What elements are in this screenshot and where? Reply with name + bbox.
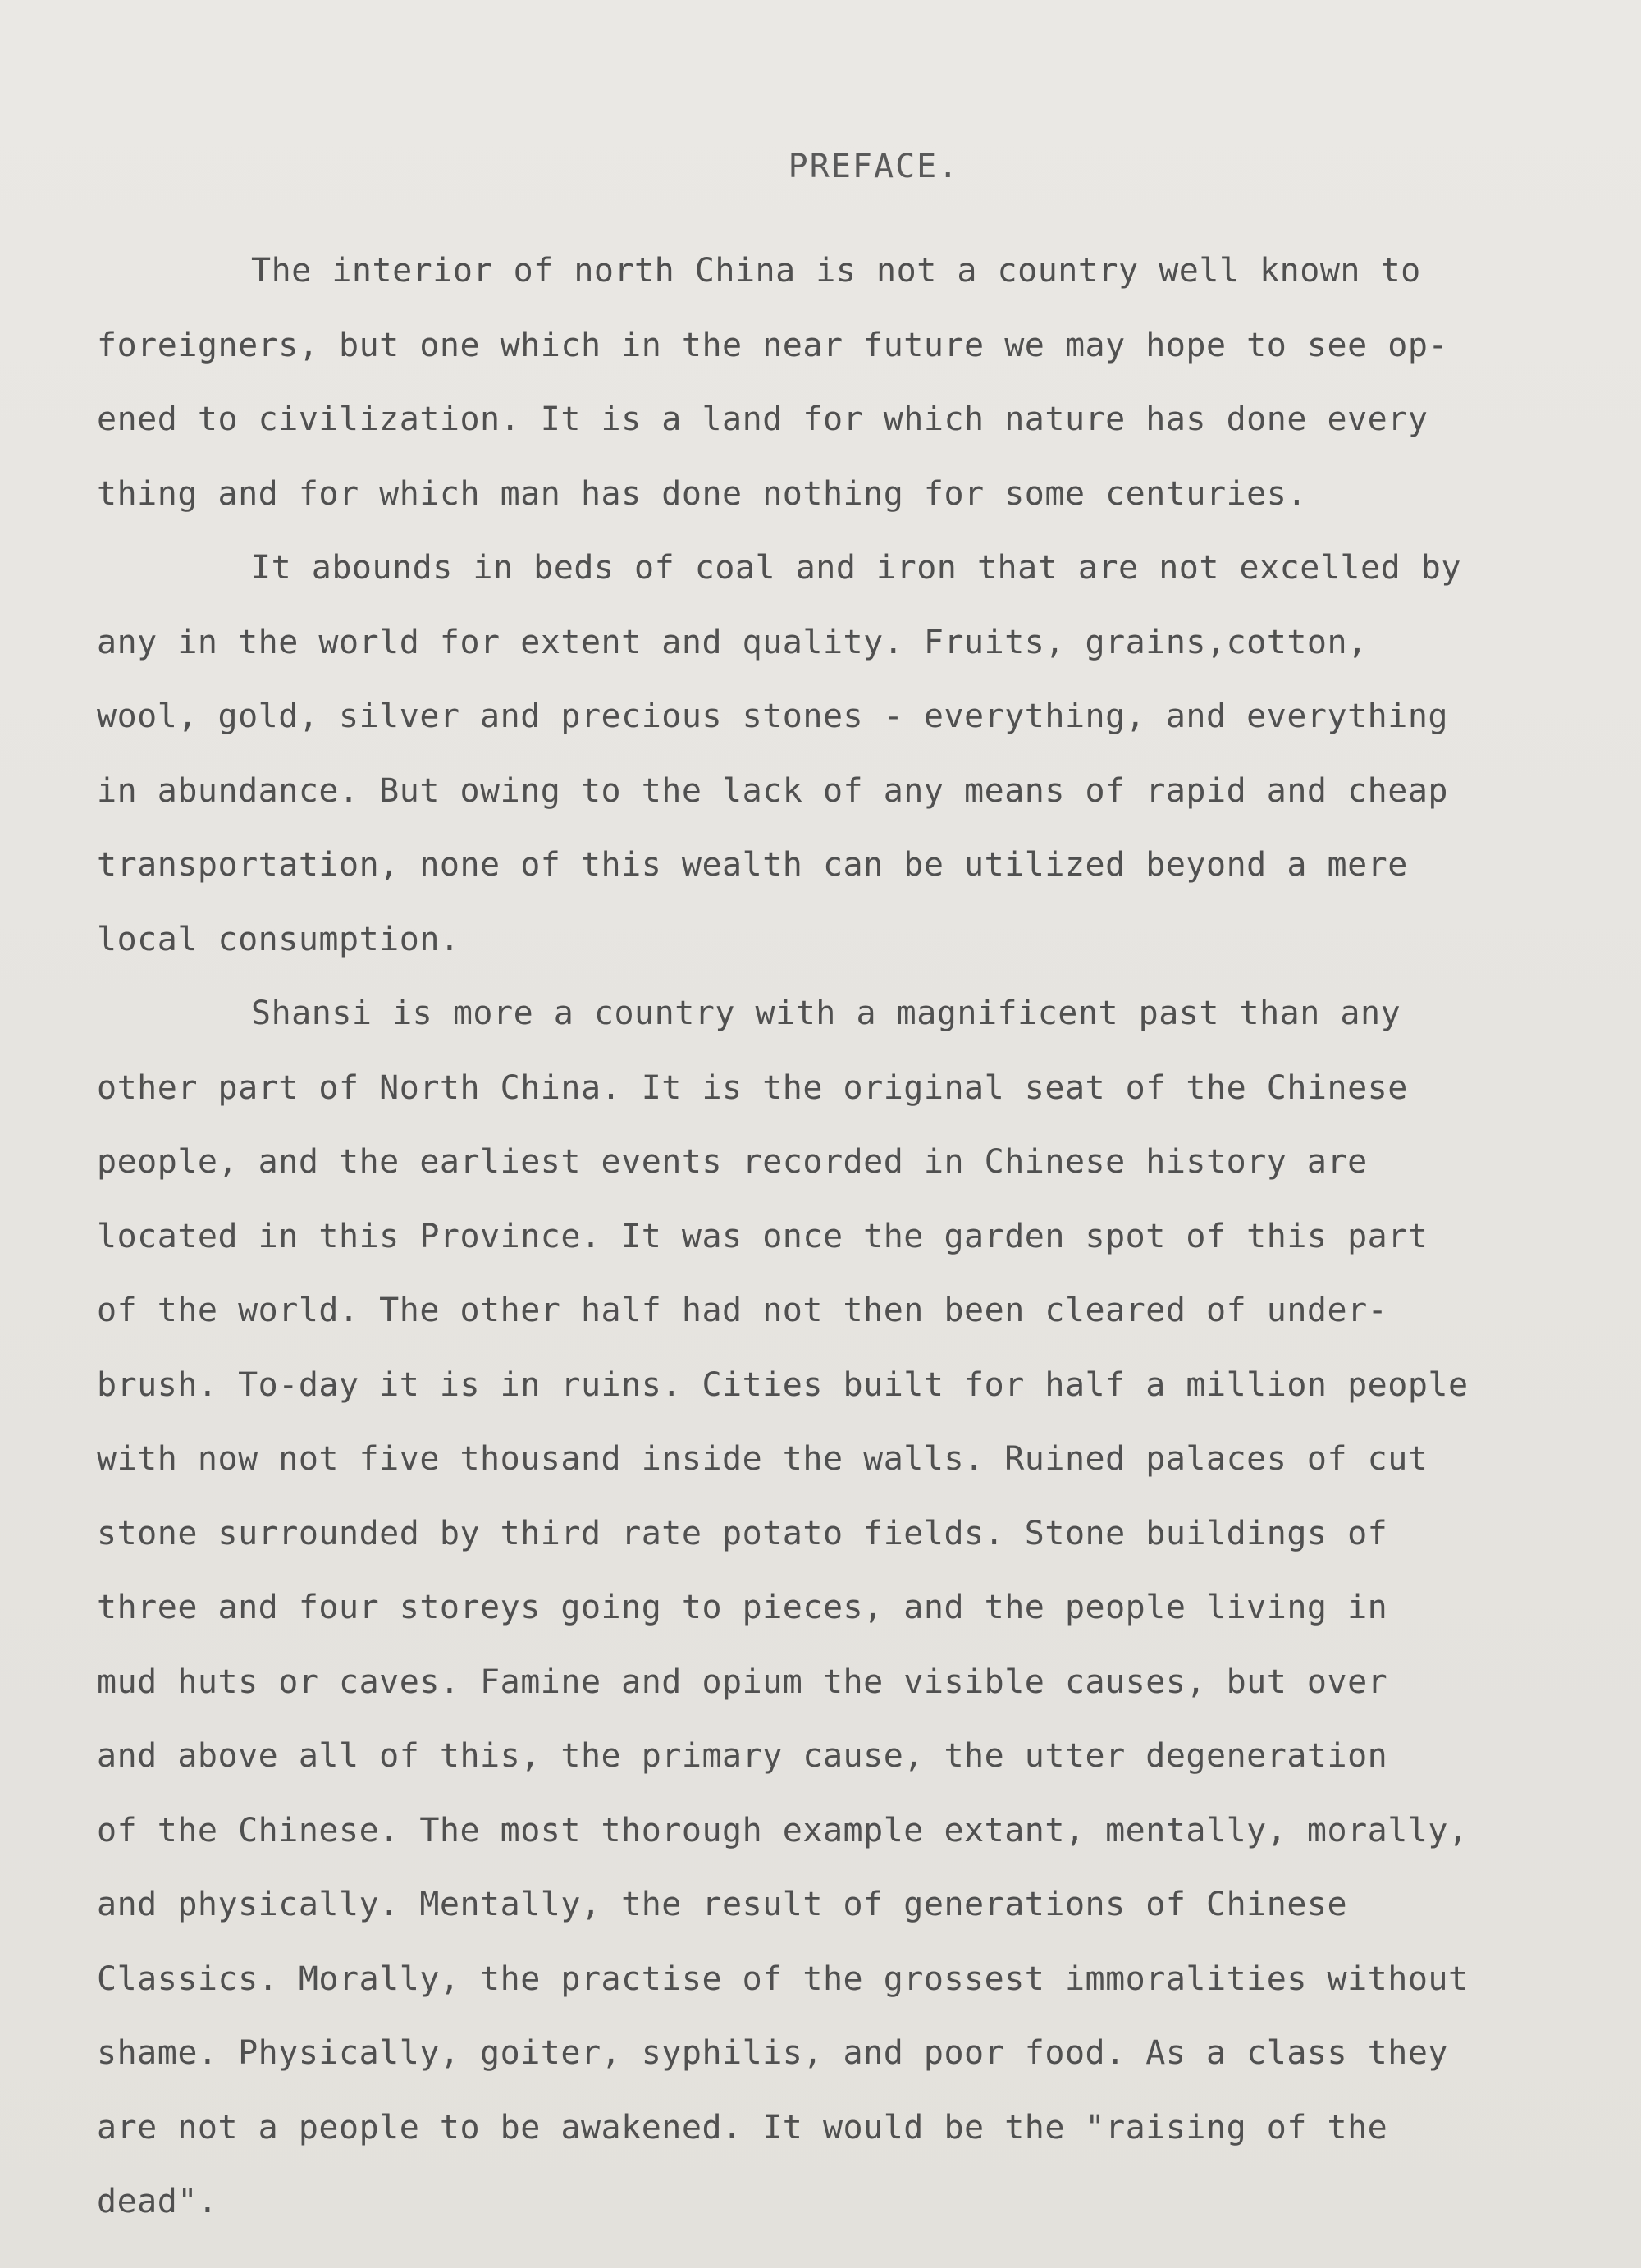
text-line: It abounds in beds of coal and iron that are not excelled by: [251, 549, 1461, 587]
text-line: three and four storeys going to pieces, and the people living in: [97, 1589, 1388, 1626]
text-line: The interior of north China is not a country well known to: [251, 252, 1421, 290]
text-line: any in the world for extent and quality. Fruits, grains,cotton,: [97, 623, 1368, 661]
document-body: [97, 234, 1623, 2239]
text-line: Shansi is more a country with a magnificent past than any: [251, 995, 1401, 1032]
text-line: and above all of this, the primary cause, the utter degeneration: [97, 1737, 1388, 1775]
text-line: shame. Physically, goiter, syphilis, and poor food. As a class they: [97, 2034, 1448, 2072]
text-line: in abundance. But owing to the lack of any means of rapid and cheap: [97, 771, 1448, 810]
text-line: and physically. Mentally, the result of generations of Chinese: [97, 1886, 1348, 1923]
paragraph-2: [97, 531, 1623, 976]
text-line: foreigners, but one which in the near future we may hope to see op-: [97, 326, 1448, 364]
text-line: stone surrounded by third rate potato fields. Stone buildings of: [97, 1514, 1388, 1552]
paragraph-1: [97, 234, 1623, 531]
text-line: transportation, none of this wealth can be utilized beyond a mere: [97, 846, 1408, 884]
text-line: people, and the earliest events recorded in Chinese history are: [97, 1143, 1368, 1181]
page-title: PREFACE.: [788, 148, 960, 185]
paragraph-3: [97, 976, 1623, 2239]
text-line: with now not five thousand inside the walls. Ruined palaces of cut: [97, 1440, 1428, 1478]
text-line: other part of North China. It is the original seat of the Chinese: [97, 1068, 1408, 1107]
text-line: mud huts or caves. Famine and opium the visible causes, but over: [97, 1662, 1388, 1701]
text-line: of the Chinese. The most thorough example extant, mentally, morally,: [97, 1811, 1469, 1850]
text-line: are not a people to be awakened. It would be the "raising of the: [97, 2108, 1388, 2147]
text-line: Classics. Morally, the practise of the grossest immoralities without: [97, 1959, 1469, 1998]
text-line: ened to civilization. It is a land for which nature has done every: [97, 400, 1428, 438]
text-line: wool, gold, silver and precious stones - everything, and everything: [97, 697, 1448, 735]
text-line: of the world. The other half had not then been cleared of under-: [97, 1292, 1388, 1329]
text-line: brush. To-day it is in ruins. Cities built for half a million people: [97, 1365, 1469, 1404]
text-line: dead".: [97, 2183, 218, 2220]
text-line: thing and for which man has done nothing for some centuries.: [97, 474, 1307, 513]
text-line: located in this Province. It was once the garden spot of this part: [97, 1217, 1428, 1255]
text-line: local consumption.: [97, 920, 460, 958]
